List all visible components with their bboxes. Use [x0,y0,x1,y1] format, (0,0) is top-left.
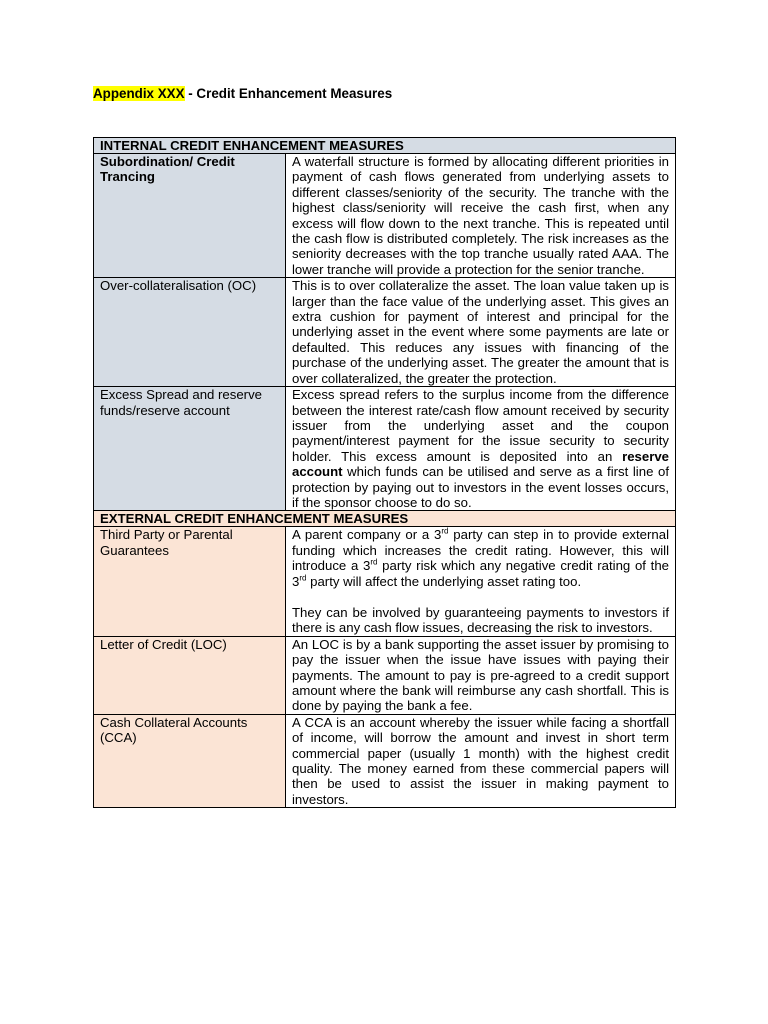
superscript: rd [299,573,307,583]
desc-text: party risk which any negative credit rating of the 3 [292,558,670,589]
row-description [286,387,676,511]
superscript: rd [441,526,449,536]
row-label: Cash Collateral Accounts (CCA) [94,714,286,807]
row-description: An LOC is by a bank supporting the asset issuer by promising to pay the issuer when the issue have issues with paying their payments. The amount to pay is pre-agreed to a credit support amount where the bank will reimburse any cash shortfall. This is done by paying the bank a fee. [286,636,676,714]
row-label: Letter of Credit (LOC) [94,636,286,714]
row-description: A CCA is an account whereby the issuer while facing a shortfall of income, will borrow the amount and invest in short term commercial paper (usually 1 month) with the highest credit quality. The money earned from these commercial papers will then be used to assist the issuer in making payment to investors. [286,714,676,807]
row-label: Subordination/ Credit Trancing [94,154,286,278]
page-title [93,86,392,101]
desc-text: party can step in to provide external funding which increases the credit rating. However, this will introduce a 3 [292,527,670,574]
row-description [286,527,676,636]
table-row [94,636,676,714]
desc-text: party will affect the underlying asset rating too. [306,573,582,589]
table-row [94,154,676,278]
row-label: Third Party or Parental Guarantees [94,527,286,636]
table-row [94,714,676,807]
row-label: Over-collateralisation (OC) [94,278,286,387]
desc-text: which funds can be utilised and serve as a first line of protection by paying out to investors in the event losses occurs, if the sponsor choose to do so. [292,464,670,510]
table-row [94,278,676,387]
internal-heading: INTERNAL CREDIT ENHANCEMENT MEASURES [94,138,676,154]
paragraph [292,527,669,589]
row-description: This is to over collateralize the asset. The loan value taken up is larger than the face value of the underlying asset. This gives an extra cushion for payment of interest and principal for the underlying asset in the event where some payments are late or defaulted. This reduces any issues with financing of the purchase of the underlying asset. The greater the amount that is over collateralized, the greater the protection. [286,278,676,387]
credit-enhancement-table [93,137,676,808]
desc-text: Excess spread refers to the surplus income from the difference between the interest rate/cash flow amount received by security issuer from the underlying asset and the coupon payment/interest payment for the issue security to security holder. This excess amount is deposited into an [292,387,670,464]
paragraph: They can be involved by guaranteeing payments to investors if there is any cash flow issues, decreasing the risk to investors. [292,604,670,636]
superscript: rd [370,557,378,567]
row-label: Excess Spread and reserve funds/reserve account [94,387,286,511]
table-row [94,527,676,636]
reserve-account-term: reserve account [292,448,670,480]
external-section-header [94,511,676,527]
external-heading: EXTERNAL CREDIT ENHANCEMENT MEASURES [94,511,676,527]
row-description: A waterfall structure is formed by allocating different priorities in payment of cash flows generated from underlying assets to different classes/seniority of the security. The tranche with the highest class/seniority will receive the cash first, when any excess will flow down to the next tranche. This is repeated until the cash flow is distributed completely. The risk increases as the seniority decreases with the top tranche usually rated AAA. The lower tranche will provide a protection for the senior tranche. [286,154,676,278]
paragraph-gap [292,589,669,605]
title-text: - Credit Enhancement Measures [184,86,393,101]
appendix-label: Appendix XXX [93,86,185,101]
desc-text: A parent company or a 3 [292,527,442,543]
internal-section-header [94,138,676,154]
table-row [94,387,676,511]
